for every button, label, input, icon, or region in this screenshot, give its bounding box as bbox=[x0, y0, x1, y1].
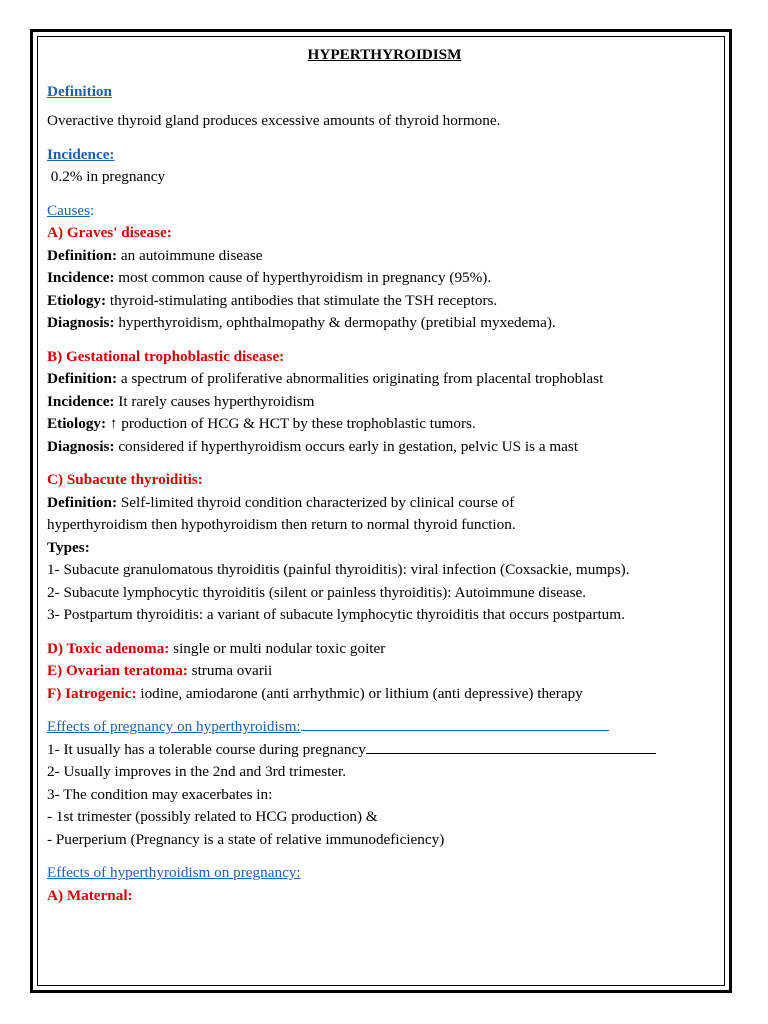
causes-heading: Causes bbox=[47, 201, 91, 219]
subacute-type-2: 2- Subacute lymphocytic thyroiditis (silent or painless thyroiditis): Autoimmune disease. bbox=[47, 583, 587, 601]
label: Etiology: bbox=[47, 291, 107, 309]
value: a spectrum of proliferative abnormalities originating from placental trophoblast bbox=[117, 370, 604, 387]
effects-pregnancy-sub-2: - Puerperium (Pregnancy is a state of relative immunodeficiency) bbox=[47, 830, 445, 848]
label: Diagnosis: bbox=[47, 437, 115, 455]
value: struma ovarii bbox=[187, 662, 273, 679]
heading-underline-rule bbox=[301, 730, 609, 731]
value: most common cause of hyperthyroidism in pregnancy (95%). bbox=[114, 269, 492, 286]
value: Self-limited thyroid condition characterized by clinical course of hyperthyroidism then hypothyroidism then return to normal thyroid function. bbox=[47, 493, 516, 533]
gtd-heading: B) Gestational trophoblastic disease: bbox=[47, 347, 285, 365]
definition-text: Overactive thyroid gland produces excessive amounts of thyroid hormone. bbox=[47, 112, 501, 129]
value: an autoimmune disease bbox=[117, 246, 263, 264]
effects-pregnancy-item-2: 2- Usually improves in the 2nd and 3rd trimester. bbox=[47, 763, 347, 780]
subacute-heading: C) Subacute thyroiditis: bbox=[47, 471, 203, 488]
value: single or multi nodular toxic goiter bbox=[169, 639, 386, 657]
ovarian-teratoma bbox=[47, 660, 722, 683]
value: 1- It usually has a tolerable course during pregnancy bbox=[47, 740, 366, 758]
incidence-heading: Incidence: bbox=[47, 145, 115, 163]
causes-section bbox=[47, 200, 722, 223]
effects-hyper-heading: Effects of hyperthyroidism on pregnancy: bbox=[47, 864, 301, 881]
document-body bbox=[47, 44, 722, 907]
effects-pregnancy-item-1 bbox=[47, 739, 722, 762]
effects-pregnancy-item-3: 3- The condition may exacerbates in: bbox=[47, 785, 273, 803]
label: Incidence: bbox=[47, 392, 115, 410]
subacute-type-1: 1- Subacute granulomatous thyroiditis (painful thyroiditis): viral infection (Coxsackie, mumps). bbox=[47, 561, 630, 578]
value: It rarely causes hyperthyroidism bbox=[114, 392, 315, 410]
effects-pregnancy-sub-1: - 1st trimester (possibly related to HCG production) & bbox=[47, 808, 378, 825]
value: iodine, amiodarone (anti arrhythmic) or lithium (anti depressive) therapy bbox=[136, 684, 583, 702]
gtd-etiology bbox=[47, 413, 722, 436]
causes-colon: : bbox=[90, 201, 95, 219]
graves-definition bbox=[47, 245, 722, 268]
graves-etiology bbox=[47, 290, 722, 313]
graves-heading: A) Graves' disease: bbox=[47, 224, 172, 241]
graves-diagnosis bbox=[47, 312, 722, 335]
graves-incidence bbox=[47, 267, 722, 290]
subacute-types-label: Types: bbox=[47, 538, 90, 556]
value: ↑ production of HCG & HCT by these trophoblastic tumors. bbox=[106, 415, 476, 432]
gtd-diagnosis bbox=[47, 436, 722, 459]
label: Definition: bbox=[47, 246, 118, 264]
incidence-text: 0.2% in pregnancy bbox=[47, 168, 166, 185]
maternal-heading: A) Maternal: bbox=[47, 886, 133, 904]
gtd-definition bbox=[47, 368, 722, 391]
iatrogenic bbox=[47, 683, 722, 706]
label: D) Toxic adenoma: bbox=[47, 639, 170, 657]
effects-pregnancy-heading: Effects of pregnancy on hyperthyroidism: bbox=[47, 718, 301, 735]
value: considered if hyperthyroidism occurs early in gestation, pelvic US is a mast bbox=[114, 437, 579, 455]
toxic-adenoma bbox=[47, 638, 722, 661]
label: Definition: bbox=[47, 493, 118, 511]
label: E) Ovarian teratoma: bbox=[47, 662, 188, 679]
subacute-definition bbox=[47, 492, 607, 537]
label: Diagnosis: bbox=[47, 314, 115, 331]
page-title: HYPERTHYROIDISM bbox=[307, 46, 462, 63]
label: Incidence: bbox=[47, 269, 115, 286]
label: F) Iatrogenic: bbox=[47, 684, 137, 702]
gtd-incidence bbox=[47, 391, 722, 414]
value: thyroid-stimulating antibodies that stimulate the TSH receptors. bbox=[106, 291, 498, 309]
label: Definition: bbox=[47, 370, 118, 387]
subacute-type-3: 3- Postpartum thyroiditis: a variant of subacute lymphocytic thyroiditis that occurs postpartum. bbox=[47, 606, 625, 623]
effects-pregnancy-heading-row bbox=[47, 716, 722, 739]
fill-rule bbox=[366, 753, 656, 754]
value: hyperthyroidism, ophthalmopathy & dermopathy (pretibial myxedema). bbox=[114, 314, 556, 331]
definition-section bbox=[47, 81, 722, 104]
definition-heading: Definition bbox=[47, 82, 112, 100]
label: Etiology: bbox=[47, 415, 107, 432]
